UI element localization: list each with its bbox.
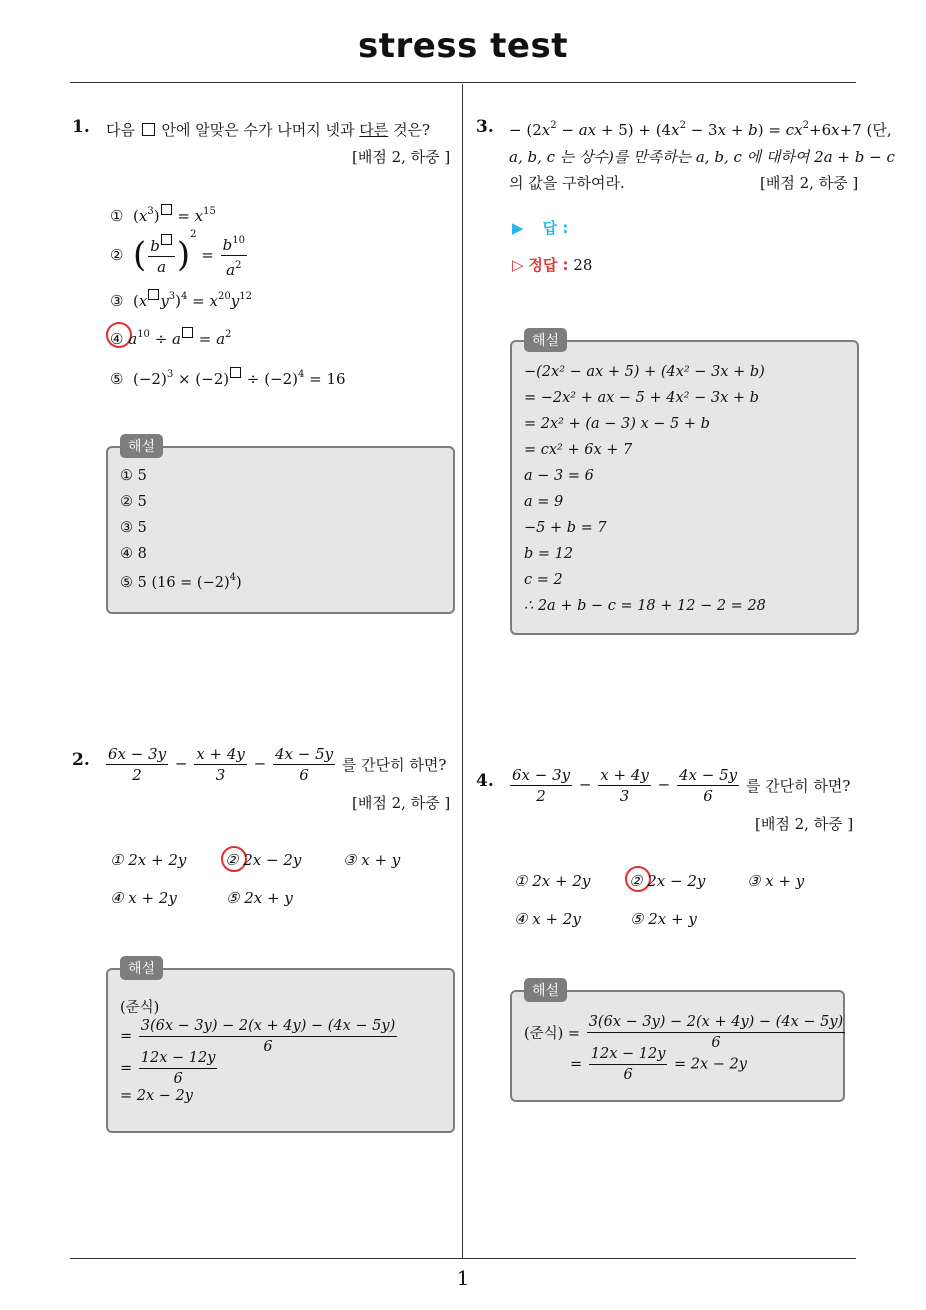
q1-prompt-c: 것은? — [393, 121, 431, 139]
q3-number: 3. — [476, 117, 494, 137]
q3-solution-line: = 2x² + (a − 3) x − 5 + b — [524, 416, 710, 432]
correct-value: 28 — [573, 256, 593, 274]
q2-choice-1[interactable]: ① 2x + 2y — [110, 851, 187, 869]
answer-label: 답 : — [542, 219, 569, 237]
q4-choice-1[interactable]: ① 2x + 2y — [514, 872, 591, 890]
q3-line3: 의 값을 구하여라. — [509, 174, 625, 192]
play-arrow-icon: ▶ — [512, 219, 524, 237]
q4-choice-4[interactable]: ④ x + 2y — [514, 910, 581, 928]
q1-choice-3[interactable]: ③ (x $y^3)^4 = x^{20}y^{12}$ — [110, 291, 252, 310]
q3-answer-row[interactable] — [512, 217, 568, 238]
q4-choice-3[interactable]: ③ x + y — [747, 872, 805, 890]
q4-solution-step2: = $\frac{12x - 12y}{6}$ = 2x − 2y — [570, 1046, 747, 1083]
q3-solution-line: −(2x² − ax + 5) + (4x² − 3x + b) — [524, 364, 765, 380]
page-number: 1 — [456, 1266, 470, 1290]
q3-solution-line: c = 2 — [524, 572, 563, 588]
q2-choice-4[interactable]: ④ x + 2y — [110, 889, 177, 907]
q2-solution-label: (준식) — [120, 1000, 160, 1016]
q1-prompt-underlined: 다른 — [359, 121, 389, 139]
q4-solution-tag: 해설 — [524, 978, 567, 1002]
q1-solution-line: ① 5 — [120, 468, 147, 484]
choice-mark: ③ — [110, 292, 124, 310]
q3-solution-line: ∴ 2a + b − c = 18 + 12 − 2 = 28 — [524, 598, 766, 614]
q2-choice-5[interactable]: ⑤ 2x + y — [226, 889, 293, 907]
q2-solution-step3: = 2x − 2y — [120, 1088, 193, 1104]
q1-choice-1[interactable]: ① $(x^3) = x^{15}$ — [110, 206, 216, 225]
q4-meta: [배점 2, 하중 ] — [755, 815, 854, 833]
q1-number: 1. — [72, 117, 90, 137]
q3-solution-line: a − 3 = 6 — [524, 468, 594, 484]
q4-choice-5[interactable]: ⑤ 2x + y — [630, 910, 697, 928]
q1-solution-tag: 해설 — [120, 434, 163, 458]
q3-line2: a, b, c 는 상수)를 만족하는 a, b, c 에 대하여 2a + b − c — [509, 148, 895, 166]
column-divider — [462, 84, 463, 1258]
q1-solution-line: ⑤ 5 $(16 = (-2)^4)$ — [120, 572, 242, 591]
q3-solution-line: = −2x² + ax − 5 + 4x² − 3x + b — [524, 390, 759, 406]
q4-choice-2[interactable]: ② 2x − 2y — [629, 872, 706, 890]
choice-mark: ⑤ — [110, 370, 124, 388]
q1-choice-5[interactable]: ⑤ $(-2)^3 \times (-2) \div (-2)^4 = 16$ — [110, 369, 346, 388]
q3-solution-tag: 해설 — [524, 328, 567, 352]
q4-number: 4. — [476, 771, 494, 791]
q1-solution-line: ④ 8 — [120, 546, 147, 562]
q1-meta: [배점 2, 하중 ] — [352, 148, 451, 166]
q1-prompt — [106, 119, 430, 140]
choice-mark: ① — [110, 207, 124, 225]
outline-arrow-icon: ▷ — [512, 256, 524, 274]
correct-label: 정답 : — [528, 256, 569, 274]
q3-solution-line: b = 12 — [524, 546, 574, 562]
q4-solution-step1: (준식) = $\frac{3(6x - 3y) - 2(x + 4y) - (4x - 5y)}{6}$ — [524, 1014, 844, 1051]
q1-solution-line: ② 5 — [120, 494, 147, 510]
q1-prompt-b: 안에 알맞은 수가 나머지 넷과 — [161, 121, 355, 139]
q3-meta: [배점 2, 하중 ] — [760, 174, 859, 192]
q2-expression: $\frac{6x - 3y}{2}$ − $\frac{x + 4y}{3}$ − $\frac{4x - 5y}{6}$ 를 간단히 하면? — [108, 745, 447, 784]
q1-solution-box — [106, 446, 455, 614]
q1-choice-4[interactable]: ④ $a^{10} \div a = a^2$ — [110, 329, 232, 348]
footer-rule — [70, 1258, 856, 1259]
q1-solution-line: ③ 5 — [120, 520, 147, 536]
q2-number: 2. — [72, 750, 90, 770]
q2-solution-tag: 해설 — [120, 956, 163, 980]
choice-mark: ④ — [110, 330, 124, 348]
q3-solution-line: −5 + b = 7 — [524, 520, 607, 536]
q3-solution-line: = cx² + 6x + 7 — [524, 442, 633, 458]
q4-solution-box — [510, 990, 845, 1102]
blank-box-icon — [142, 123, 155, 136]
choice-mark: ② — [110, 246, 124, 264]
q1-choice-2[interactable]: ② ( $\frac{b}{a}$ )$^2$ = $\frac{b^{10}}{a^2}$ — [110, 229, 245, 279]
q3-solution-box — [510, 340, 859, 635]
q2-solution-box — [106, 968, 455, 1133]
q2-solution-step2: = $\frac{12x - 12y}{6}$ — [120, 1050, 216, 1087]
q2-solution-step1: = $\frac{3(6x - 3y) - 2(x + 4y) - (4x - 5y)}{6}$ — [120, 1018, 396, 1055]
header-rule — [70, 82, 856, 83]
q3-tail: (단, — [866, 121, 892, 139]
page-title: stress test — [358, 26, 568, 66]
q2-choice-2[interactable]: ② 2x − 2y — [225, 851, 302, 869]
q3-solution-line: a = 9 — [524, 494, 564, 510]
q3-correct-row — [512, 254, 592, 275]
q3-equation: − ($2x^2$ − ax + $5) + (4x^2 - 3x + b) = cx^2+6x+7$ (단, — [509, 120, 892, 139]
q2-choice-3[interactable]: ③ x + y — [343, 851, 401, 869]
q4-expression: $\frac{6x - 3y}{2}$ − $\frac{x + 4y}{3}$ − $\frac{4x - 5y}{6}$ 를 간단히 하면? — [512, 766, 851, 805]
q2-meta: [배점 2, 하중 ] — [352, 794, 451, 812]
q1-prompt-a: 다음 — [106, 121, 135, 139]
